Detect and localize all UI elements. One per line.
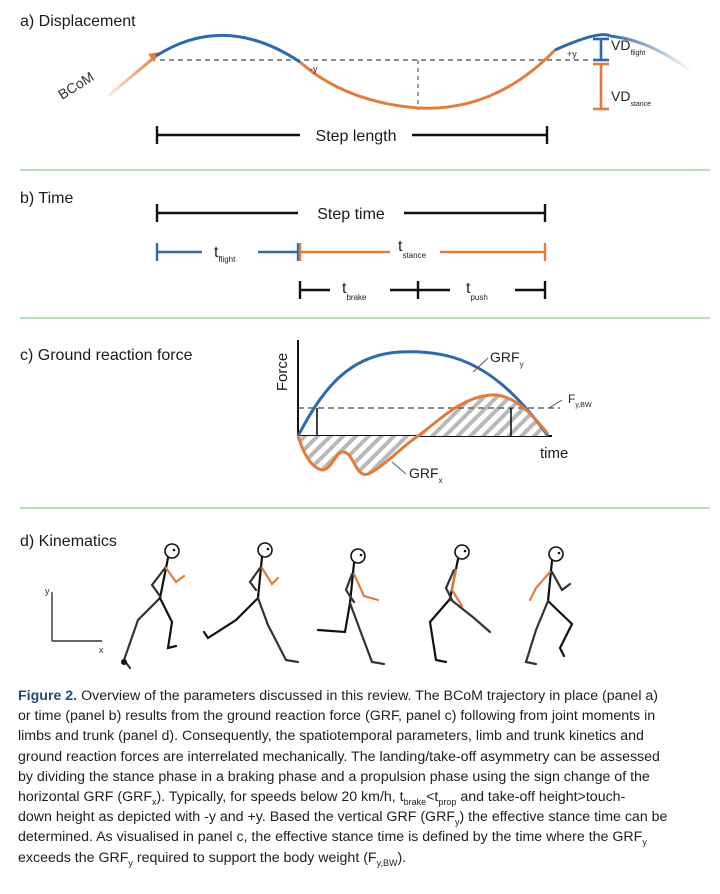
step-length-label: Step length xyxy=(315,128,397,145)
force-axis-label: Force xyxy=(274,352,291,392)
grfy-label: $GRF_y$ xyxy=(490,349,524,369)
vd-flight-label: $VD_{flight}$ xyxy=(611,37,646,57)
figure-caption xyxy=(18,686,710,868)
runner-figure-5 xyxy=(526,547,572,664)
minus-y-label: -y xyxy=(310,64,318,74)
runner-figure-2 xyxy=(204,543,298,662)
caption-line-9: exceeds the $GRF_y$ required to support the body weight $(F_{y,BW})$. xyxy=(18,849,407,868)
panel-c-title: c) Ground reaction force xyxy=(20,347,193,364)
caption-line-6: horizontal GRF $(GRF_x)$. Typically, for speeds below 20 km/h, $t_{brake}<t_{prop}$ and take-off height>touch- xyxy=(18,789,626,807)
grfx-label: $GRF_x$ xyxy=(409,465,443,485)
caption-line-7: down height as depicted with -y and +y. Based the vertical GRF $(GRF_y)$ the effective stance time can be xyxy=(18,809,668,828)
t-brake-label: $t_{brake}$ xyxy=(342,280,367,302)
step-time-label: Step time xyxy=(317,206,385,223)
grfx-leader xyxy=(392,462,406,474)
caption-line-8: determined. As visualised in panel c, the effective stance time is defined by the time where the $GRF_y$ xyxy=(18,829,647,848)
panel-d-title: d) Kinematics xyxy=(20,533,117,550)
t-brake-push-bar xyxy=(300,281,545,299)
caption-line-4: ground reaction forces are interrelated mechanically. The landing/take-off asymmetry can be assessed xyxy=(18,748,660,765)
kinematics-y-label: y xyxy=(45,586,50,596)
t-push-label: $t_{push}$ xyxy=(466,280,488,302)
grfx-push-area xyxy=(418,395,548,436)
runner-figure-4 xyxy=(430,545,490,662)
caption-text: Overview of the parameters discussed in this review. The BCoM trajectory in place (panel a) xyxy=(77,688,659,704)
caption-line-3: limbs and trunk (panel d). Consequently, the spatiotemporal parameters, limb and trunk kinetics and xyxy=(18,728,644,745)
fybw-label: $F_{y,BW}$ xyxy=(568,392,592,409)
vd-stance-label: $VD_{stance}$ xyxy=(611,88,652,108)
caption-line-1 xyxy=(18,686,710,706)
kinematics-x-label: x xyxy=(99,645,104,655)
fybw-leader xyxy=(549,400,562,408)
runner-figure-3 xyxy=(318,549,384,664)
bcom-label: BCoM xyxy=(55,68,97,103)
bcom-incoming-trajectory xyxy=(108,56,156,96)
flight-trajectory xyxy=(156,35,300,62)
caption-label: Figure 2. xyxy=(18,688,78,704)
t-stance-label: $t_{stance}$ xyxy=(398,238,427,260)
stance-trajectory xyxy=(300,50,555,108)
runner-figure-1 xyxy=(121,544,184,668)
panel-b-title: b) Time xyxy=(20,190,74,207)
caption-line-5: by dividing the stance phase in a braking phase and a propulsion phase using the sign change of the xyxy=(18,768,650,785)
panel-a-title: a) Displacement xyxy=(20,13,136,30)
plus-y-label: +y xyxy=(567,49,577,59)
time-axis-label: time xyxy=(540,445,569,462)
caption-line-2: or time (panel b) results from the ground reaction force (GRF, panel c) following from joint moments in xyxy=(18,708,656,725)
t-flight-label: $t_{flight}$ xyxy=(214,244,236,264)
